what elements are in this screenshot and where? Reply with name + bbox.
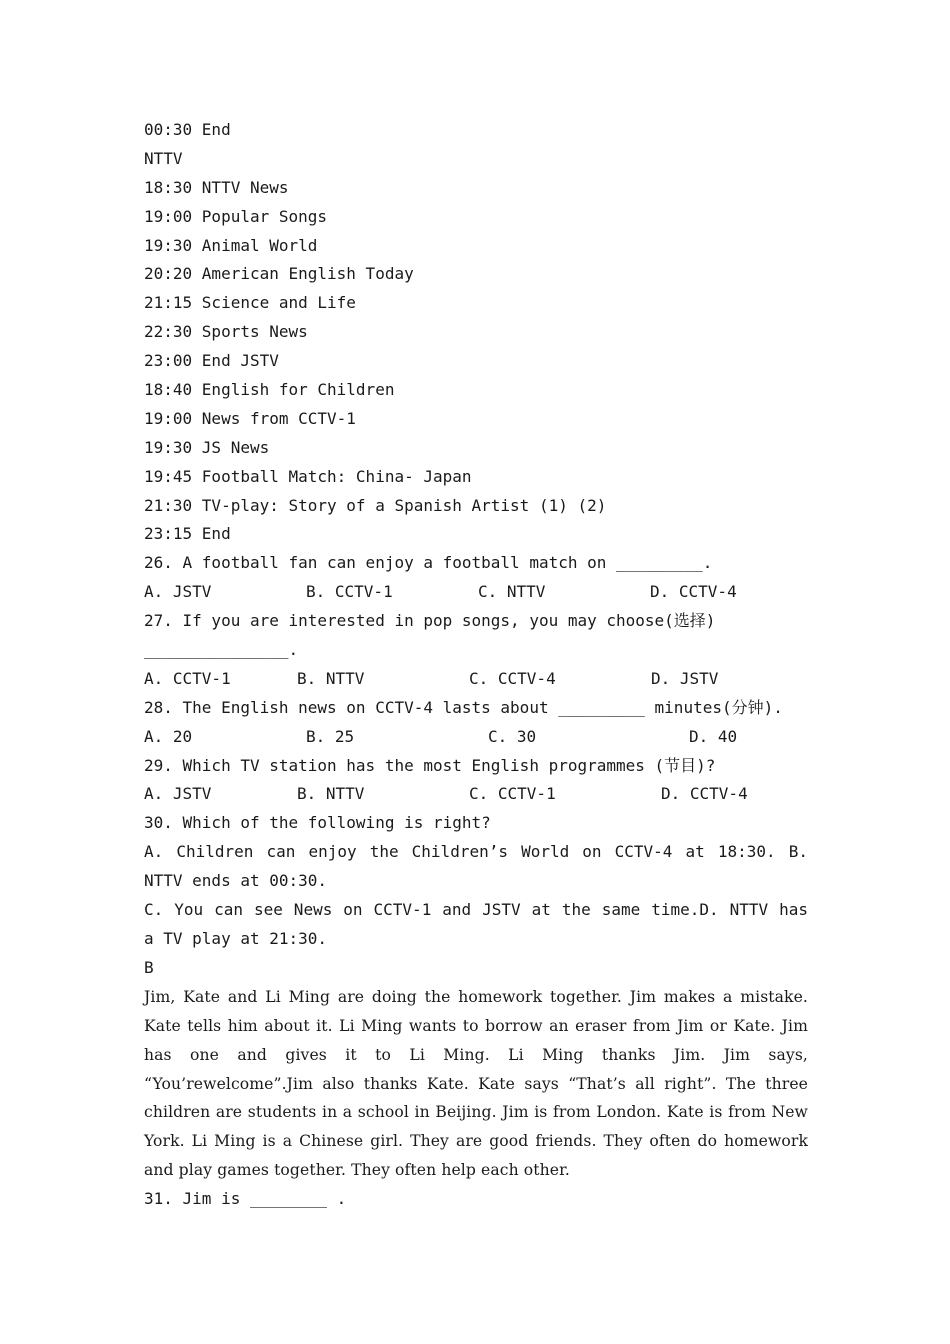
- section-b-passage: Jim, Kate and Li Ming are doing the homework together. Jim makes a mistake. Kate tells him about it. Li Ming wants to borrow an eraser from Jim or Kate. Jim has one and gives it to Li Ming. Li Ming thanks Jim. Jim says, “You’rewelcome”.Jim also thanks Kate. Kate says “That’s all right”. The three children are students in a school in Beijing. Jim is from London. Kate is from New York. Li Ming is a Chinese girl. They are good friends. They often do homework and play games together. They often help each other.: [144, 987, 808, 1180]
- schedule-line: 20:20 American English Today: [144, 264, 414, 284]
- question-27-options: [144, 665, 808, 694]
- q29-option-c: C. CCTV-1: [469, 784, 556, 804]
- question-30-stem: 30. Which of the following is right?: [144, 813, 491, 833]
- section-b-label: B: [144, 957, 154, 977]
- question-28-options: [144, 723, 808, 752]
- q28-option-a: A. 20: [144, 726, 193, 746]
- q29-option-b: B. NTTV: [297, 784, 365, 804]
- question-29-stem: 29. Which TV station has the most English programmes (节目)?: [144, 755, 716, 775]
- question-31-stem: 31. Jim is ________ .: [144, 1189, 347, 1209]
- q29-option-a: A. JSTV: [144, 784, 212, 804]
- question-27-stem: 27. If you are interested in pop songs, you may choose(选择): [144, 611, 716, 631]
- q28-option-c: C. 30: [488, 726, 537, 746]
- document-content: [144, 116, 808, 1214]
- q28-option-d: D. 40: [689, 726, 738, 746]
- schedule-line: 00:30 End: [144, 120, 231, 139]
- question-26-options: [144, 578, 808, 607]
- q26-option-c: C. NTTV: [478, 582, 546, 602]
- schedule-line: 18:30 NTTV News: [144, 177, 289, 197]
- q28-option-b: B. 25: [306, 726, 355, 746]
- question-27-blank: _______________.: [144, 640, 299, 660]
- question-26-stem: 26. A football fan can enjoy a football match on _________.: [144, 553, 713, 573]
- schedule-line: 19:00 News from CCTV-1: [144, 408, 356, 428]
- schedule-line: NTTV: [144, 148, 183, 168]
- schedule-line: 22:30 Sports News: [144, 322, 308, 342]
- q26-option-d: D. CCTV-4: [650, 582, 737, 602]
- question-28-stem: 28. The English news on CCTV-4 lasts about _________ minutes(分钟).: [144, 697, 783, 717]
- schedule-line: 19:45 Football Match: China- Japan: [144, 466, 472, 486]
- q27-option-c: C. CCTV-4: [469, 668, 556, 688]
- schedule-line: 23:00 End JSTV: [144, 351, 279, 371]
- q29-option-d: D. CCTV-4: [661, 784, 748, 804]
- q26-option-a: A. JSTV: [144, 582, 212, 602]
- question-29-options: [144, 780, 808, 809]
- q27-option-a: A. CCTV-1: [144, 668, 231, 688]
- q26-option-b: B. CCTV-1: [306, 582, 393, 602]
- q30-options-cd: C. You can see News on CCTV-1 and JSTV at the same time.D. NTTV has a TV play at 21:30.: [144, 900, 808, 948]
- q27-option-d: D. JSTV: [651, 668, 719, 688]
- schedule-line: 19:30 Animal World: [144, 235, 318, 255]
- q27-option-b: B. NTTV: [297, 668, 365, 688]
- schedule-line: 19:30 JS News: [144, 437, 270, 457]
- q30-options-ab: A. Children can enjoy the Children’s World on CCTV-4 at 18:30. B. NTTV ends at 00:30.: [144, 842, 808, 891]
- schedule-line: 21:15 Science and Life: [144, 293, 356, 313]
- schedule-line: 19:00 Popular Songs: [144, 206, 328, 226]
- schedule-line: 21:30 TV-play: Story of a Spanish Artist (1) (2): [144, 495, 607, 515]
- schedule-line: 23:15 End: [144, 524, 231, 544]
- schedule-line: 18:40 English for Children: [144, 380, 395, 400]
